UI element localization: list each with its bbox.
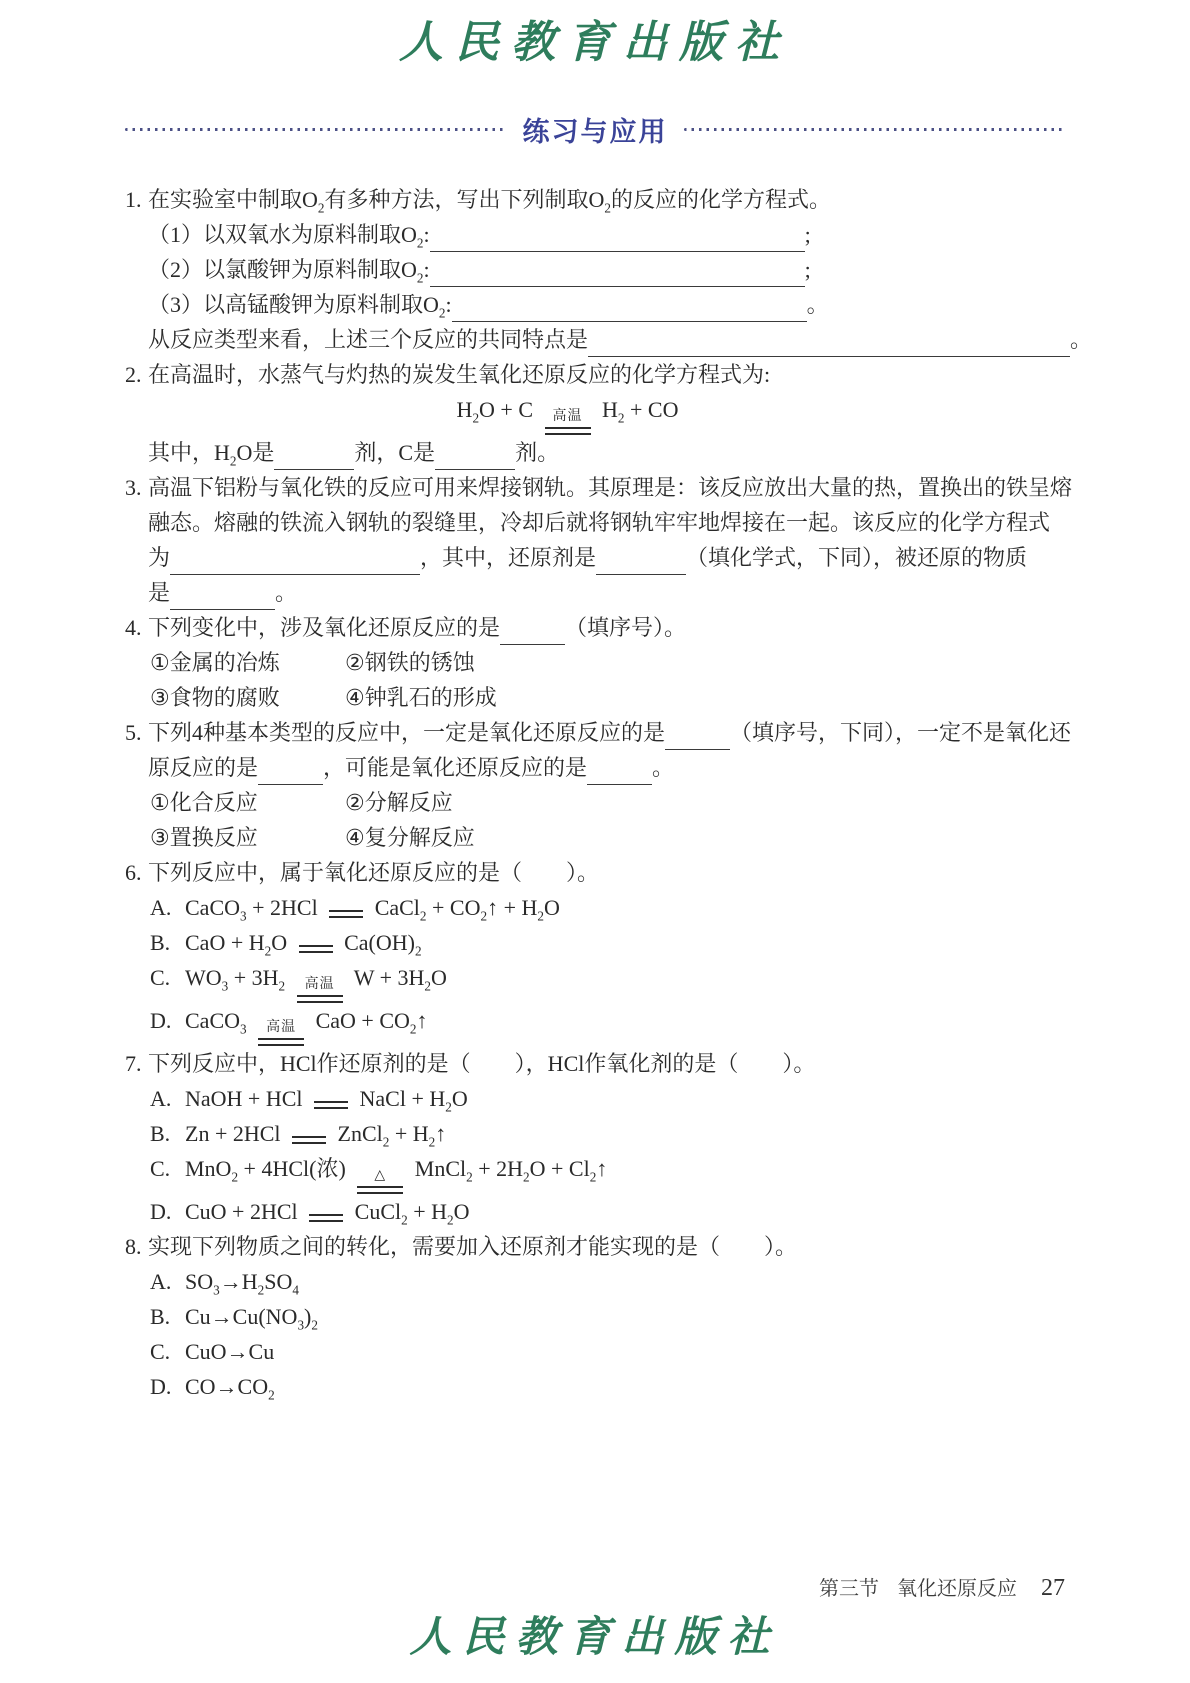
choice-formula: CaO + $H_2O$ $Ca(OH)_2$ <box>185 930 422 959</box>
question-7 <box>125 1046 1065 1229</box>
option-pair <box>125 820 1065 855</box>
question-6 <box>125 855 1065 1046</box>
choice-label: A. <box>150 1269 172 1294</box>
subscript: 2 <box>317 200 325 216</box>
question-1 <box>125 182 1093 357</box>
question-number: 7. <box>125 1051 142 1076</box>
question-text: 下列4种基本类型的反应中，一定是氧化还原反应的是 （填序号，下同），一定不是氧化还 <box>148 720 1071 745</box>
subscript: 2 <box>424 978 431 994</box>
option-pair <box>125 680 1065 715</box>
equation-condition: 高温 <box>304 977 335 992</box>
choice-label: B. <box>150 1304 171 1329</box>
question-number: 3. <box>125 475 142 500</box>
choice-label: C. <box>150 1339 171 1364</box>
choice-label: D. <box>150 1374 172 1399</box>
subscript: 2 <box>466 1169 473 1185</box>
answer-blank <box>587 758 652 785</box>
answer-blank <box>596 548 686 575</box>
subscript: 3 <box>221 978 229 994</box>
choice-formula: $WO_3 + 3H_2$ 高温 $W + 3H_2O$ <box>185 965 447 990</box>
question-2 <box>125 357 1065 470</box>
choice-item <box>125 890 1065 925</box>
option-item: ③置换反应 <box>150 825 258 850</box>
question-line <box>125 357 1065 392</box>
question-continuation: 为 ，其中，还原剂是 （填化学式，下同），被还原的物质 <box>125 540 1065 575</box>
question-number: 5. <box>125 720 142 745</box>
question-4 <box>125 610 1065 715</box>
question-text: 下列变化中，涉及氧化还原反应的是 （填序号）。 <box>148 615 686 640</box>
choice-label: C. <box>150 1156 171 1181</box>
subscript: 3 <box>240 1021 247 1037</box>
option-pair <box>125 785 1065 820</box>
choice-item <box>125 1151 1065 1194</box>
subscript: 2 <box>416 270 424 286</box>
equals-sign <box>258 1021 304 1046</box>
section-title: 练习与应用 <box>522 116 668 147</box>
equals-sign <box>292 1136 326 1144</box>
dotted-line-right <box>684 128 1066 131</box>
question-3 <box>125 470 1073 610</box>
option-item: ②分解反应 <box>345 790 453 815</box>
double-line-icon <box>297 995 343 1003</box>
choice-label: B. <box>150 930 171 955</box>
question-number: 6. <box>125 860 142 885</box>
section-title-band <box>125 112 1065 146</box>
subscript: 2 <box>523 1169 530 1185</box>
equation-condition: 高温 <box>552 409 583 424</box>
subscript: 3 <box>297 1317 305 1333</box>
subscript: 2 <box>447 1212 454 1228</box>
footer-section-title: 氧化还原反应 <box>897 1578 1017 1600</box>
question-line <box>125 470 1073 505</box>
question-continuation: 其中，$H_2O$是 剂，C是 剂。 <box>148 440 560 469</box>
subscript: 2 <box>438 305 446 321</box>
subscript: 2 <box>472 410 480 426</box>
answer-blank <box>274 443 354 470</box>
choice-formula: Zn + 2HCl ZnCl$_2$ + $H_2↑$ <box>185 1121 447 1150</box>
equation-condition: 高温 <box>266 1020 297 1035</box>
option-item: ④复分解反应 <box>345 825 475 850</box>
option-item: ④钟乳石的形成 <box>345 685 497 710</box>
question-line <box>125 1229 1065 1264</box>
choice-label: D. <box>150 1199 172 1224</box>
question-5 <box>125 715 1072 855</box>
questions <box>125 182 1093 1404</box>
subscript: 2 <box>617 410 625 426</box>
answer-blank <box>435 443 515 470</box>
publisher-logo-bottom: 人民教育出版社 <box>409 1615 781 1661</box>
subscript: 2 <box>416 235 424 251</box>
answer-blank <box>665 723 730 750</box>
subscript: 2 <box>419 908 427 924</box>
choice-label: A. <box>150 1086 172 1111</box>
double-line-icon <box>314 1101 348 1109</box>
subscript: 2 <box>229 453 237 469</box>
question-continuation: 是 。 <box>125 575 1065 610</box>
option-pair <box>125 645 1065 680</box>
subscript: 2 <box>231 1169 239 1185</box>
equation-condition: △ <box>374 1168 387 1183</box>
choice-formula: NaOH + HCl NaCl + $H_2O$ <box>185 1086 468 1115</box>
answer-blank <box>430 260 805 287</box>
choice-formula: $Cu\to Cu(NO_3)_2$ <box>185 1304 318 1333</box>
choice-item <box>125 1369 1065 1404</box>
subscript: 2 <box>428 1134 436 1150</box>
chemical-equation: $H_2O + C$ 高温 $H_2$ + CO <box>457 397 679 422</box>
choice-item <box>125 1003 1065 1046</box>
subscript: 2 <box>311 1317 318 1333</box>
equals-sign <box>299 945 333 953</box>
choice-item <box>125 1299 1065 1334</box>
answer-blank <box>588 330 1070 357</box>
question-number: 4. <box>125 615 142 640</box>
question-text: 下列反应中，HCl作还原剂的是（ ），HCl作氧化剂的是（ ）。 <box>148 1051 816 1076</box>
choice-label: C. <box>150 965 171 990</box>
choice-item <box>125 1264 1065 1299</box>
page-footer <box>125 1572 1065 1602</box>
subscript: 2 <box>414 943 422 959</box>
choice-item <box>125 1194 1065 1229</box>
subscript: 2 <box>264 943 272 959</box>
equals-sign <box>357 1169 403 1194</box>
question-line <box>125 610 1065 645</box>
question-text: 在实验室中制取$O_2$有多种方法，写出下列制取$O_2$的反应的化学方程式。 <box>148 187 831 216</box>
equals-sign <box>309 1214 343 1222</box>
double-line-icon <box>309 1214 343 1222</box>
choice-item <box>125 925 1065 960</box>
question-text: 下列反应中，属于氧化还原反应的是（ ）。 <box>148 860 600 885</box>
choice-formula: CaCO$_3$ + 2HCl CaCl$_2$ + $CO_2↑ + H_2O$ <box>185 895 560 924</box>
subscript: 2 <box>589 1169 597 1185</box>
choice-formula: CuO→Cu <box>185 1339 275 1364</box>
question-text: 实现下列物质之间的转化，需要加入还原剂才能实现的是（ ）。 <box>148 1234 798 1259</box>
answer-blank <box>430 225 805 252</box>
subscript: 2 <box>445 1099 452 1115</box>
choice-formula: $CO\to CO_2$ <box>185 1374 275 1403</box>
question-continuation: 从反应类型来看，上述三个反应的共同特点是 。 <box>125 322 1065 357</box>
equals-sign <box>545 410 591 435</box>
equation-line <box>125 392 1065 435</box>
question-number: 1. <box>125 187 142 212</box>
question-line <box>125 855 1065 890</box>
dotted-line-left <box>125 128 507 131</box>
subscript: 2 <box>257 1282 265 1298</box>
choice-formula: CaCO$_3$ 高温 CaO + $CO_2↑$ <box>185 1008 427 1033</box>
subscript: 2 <box>268 1387 275 1403</box>
choice-formula: MnO$_2$ + 4HCl(浓) △ MnCl$_2$ + $2H_2O$ + $Cl_2↑$ <box>185 1156 607 1181</box>
answer-blank <box>170 548 420 575</box>
subscript: 2 <box>401 1212 408 1228</box>
subscript: 2 <box>537 908 544 924</box>
question-line <box>125 715 1072 750</box>
double-line-icon <box>258 1038 304 1046</box>
option-item: ②钢铁的锈蚀 <box>345 650 475 675</box>
choice-label: B. <box>150 1121 171 1146</box>
subscript: 2 <box>278 978 286 994</box>
page-number: 27 <box>1041 1575 1065 1601</box>
double-line-icon <box>292 1136 326 1144</box>
choice-item <box>125 960 1065 1003</box>
answer-blank <box>170 583 275 610</box>
option-item: ①化合反应 <box>150 790 258 815</box>
question-continuation: 融态。熔融的铁流入钢轨的裂缝里，冷却后就将钢轨牢牢地焊接在一起。该反应的化学方程式 <box>148 510 1051 535</box>
choice-label: A. <box>150 895 172 920</box>
subscript: 2 <box>409 1021 417 1037</box>
double-line-icon <box>545 427 591 435</box>
equals-sign <box>297 978 343 1003</box>
answer-blank <box>258 758 323 785</box>
question-continuation: （3）以高锰酸钾为原料制取$O_2$: 。 <box>148 292 829 321</box>
option-item: ③食物的腐败 <box>150 685 280 710</box>
question-text: 高温下铝粉与氧化铁的反应可用来焊接钢轨。其原理是：该反应放出大量的热，置换出的铁呈熔 <box>148 475 1073 500</box>
subscript: 4 <box>292 1282 299 1298</box>
question-number: 2. <box>125 362 142 387</box>
equals-sign <box>329 910 363 918</box>
subscript: 3 <box>213 1282 220 1298</box>
footer-section-label: 第三节 <box>819 1578 879 1600</box>
subscript: 3 <box>240 908 247 924</box>
question-continuation: （1）以双氧水为原料制取$O_2$: ; <box>148 222 811 251</box>
choice-label: D. <box>150 1008 172 1033</box>
question-line <box>125 182 1065 217</box>
choice-formula: CuO + 2HCl CuCl$_2$ + $H_2O$ <box>185 1199 470 1228</box>
question-text: 在高温时，水蒸气与灼热的炭发生氧化还原反应的化学方程式为: <box>148 362 771 387</box>
choice-formula: $SO_3\to H_2SO_4$ <box>185 1269 299 1298</box>
choice-item <box>125 1334 1065 1369</box>
subscript: 2 <box>480 908 488 924</box>
answer-blank <box>500 618 565 645</box>
subscript: 2 <box>382 1134 390 1150</box>
choice-item <box>125 1116 1065 1151</box>
option-item: ①金属的冶炼 <box>150 650 280 675</box>
double-line-icon <box>357 1186 403 1194</box>
subscript: 2 <box>604 200 611 216</box>
publisher-logo-top: 人民教育出版社 <box>399 18 791 67</box>
question-line <box>125 1046 1065 1081</box>
equals-sign <box>314 1101 348 1109</box>
question-continuation: （2）以氯酸钾为原料制取$O_2$: ; <box>148 257 811 286</box>
answer-blank <box>452 295 807 322</box>
question-number: 8. <box>125 1234 142 1259</box>
double-line-icon <box>329 910 363 918</box>
question-continuation: 原反应的是 ，可能是氧化还原反应的是 。 <box>125 750 1065 785</box>
double-line-icon <box>299 945 333 953</box>
question-8 <box>125 1229 1065 1404</box>
choice-item <box>125 1081 1065 1116</box>
